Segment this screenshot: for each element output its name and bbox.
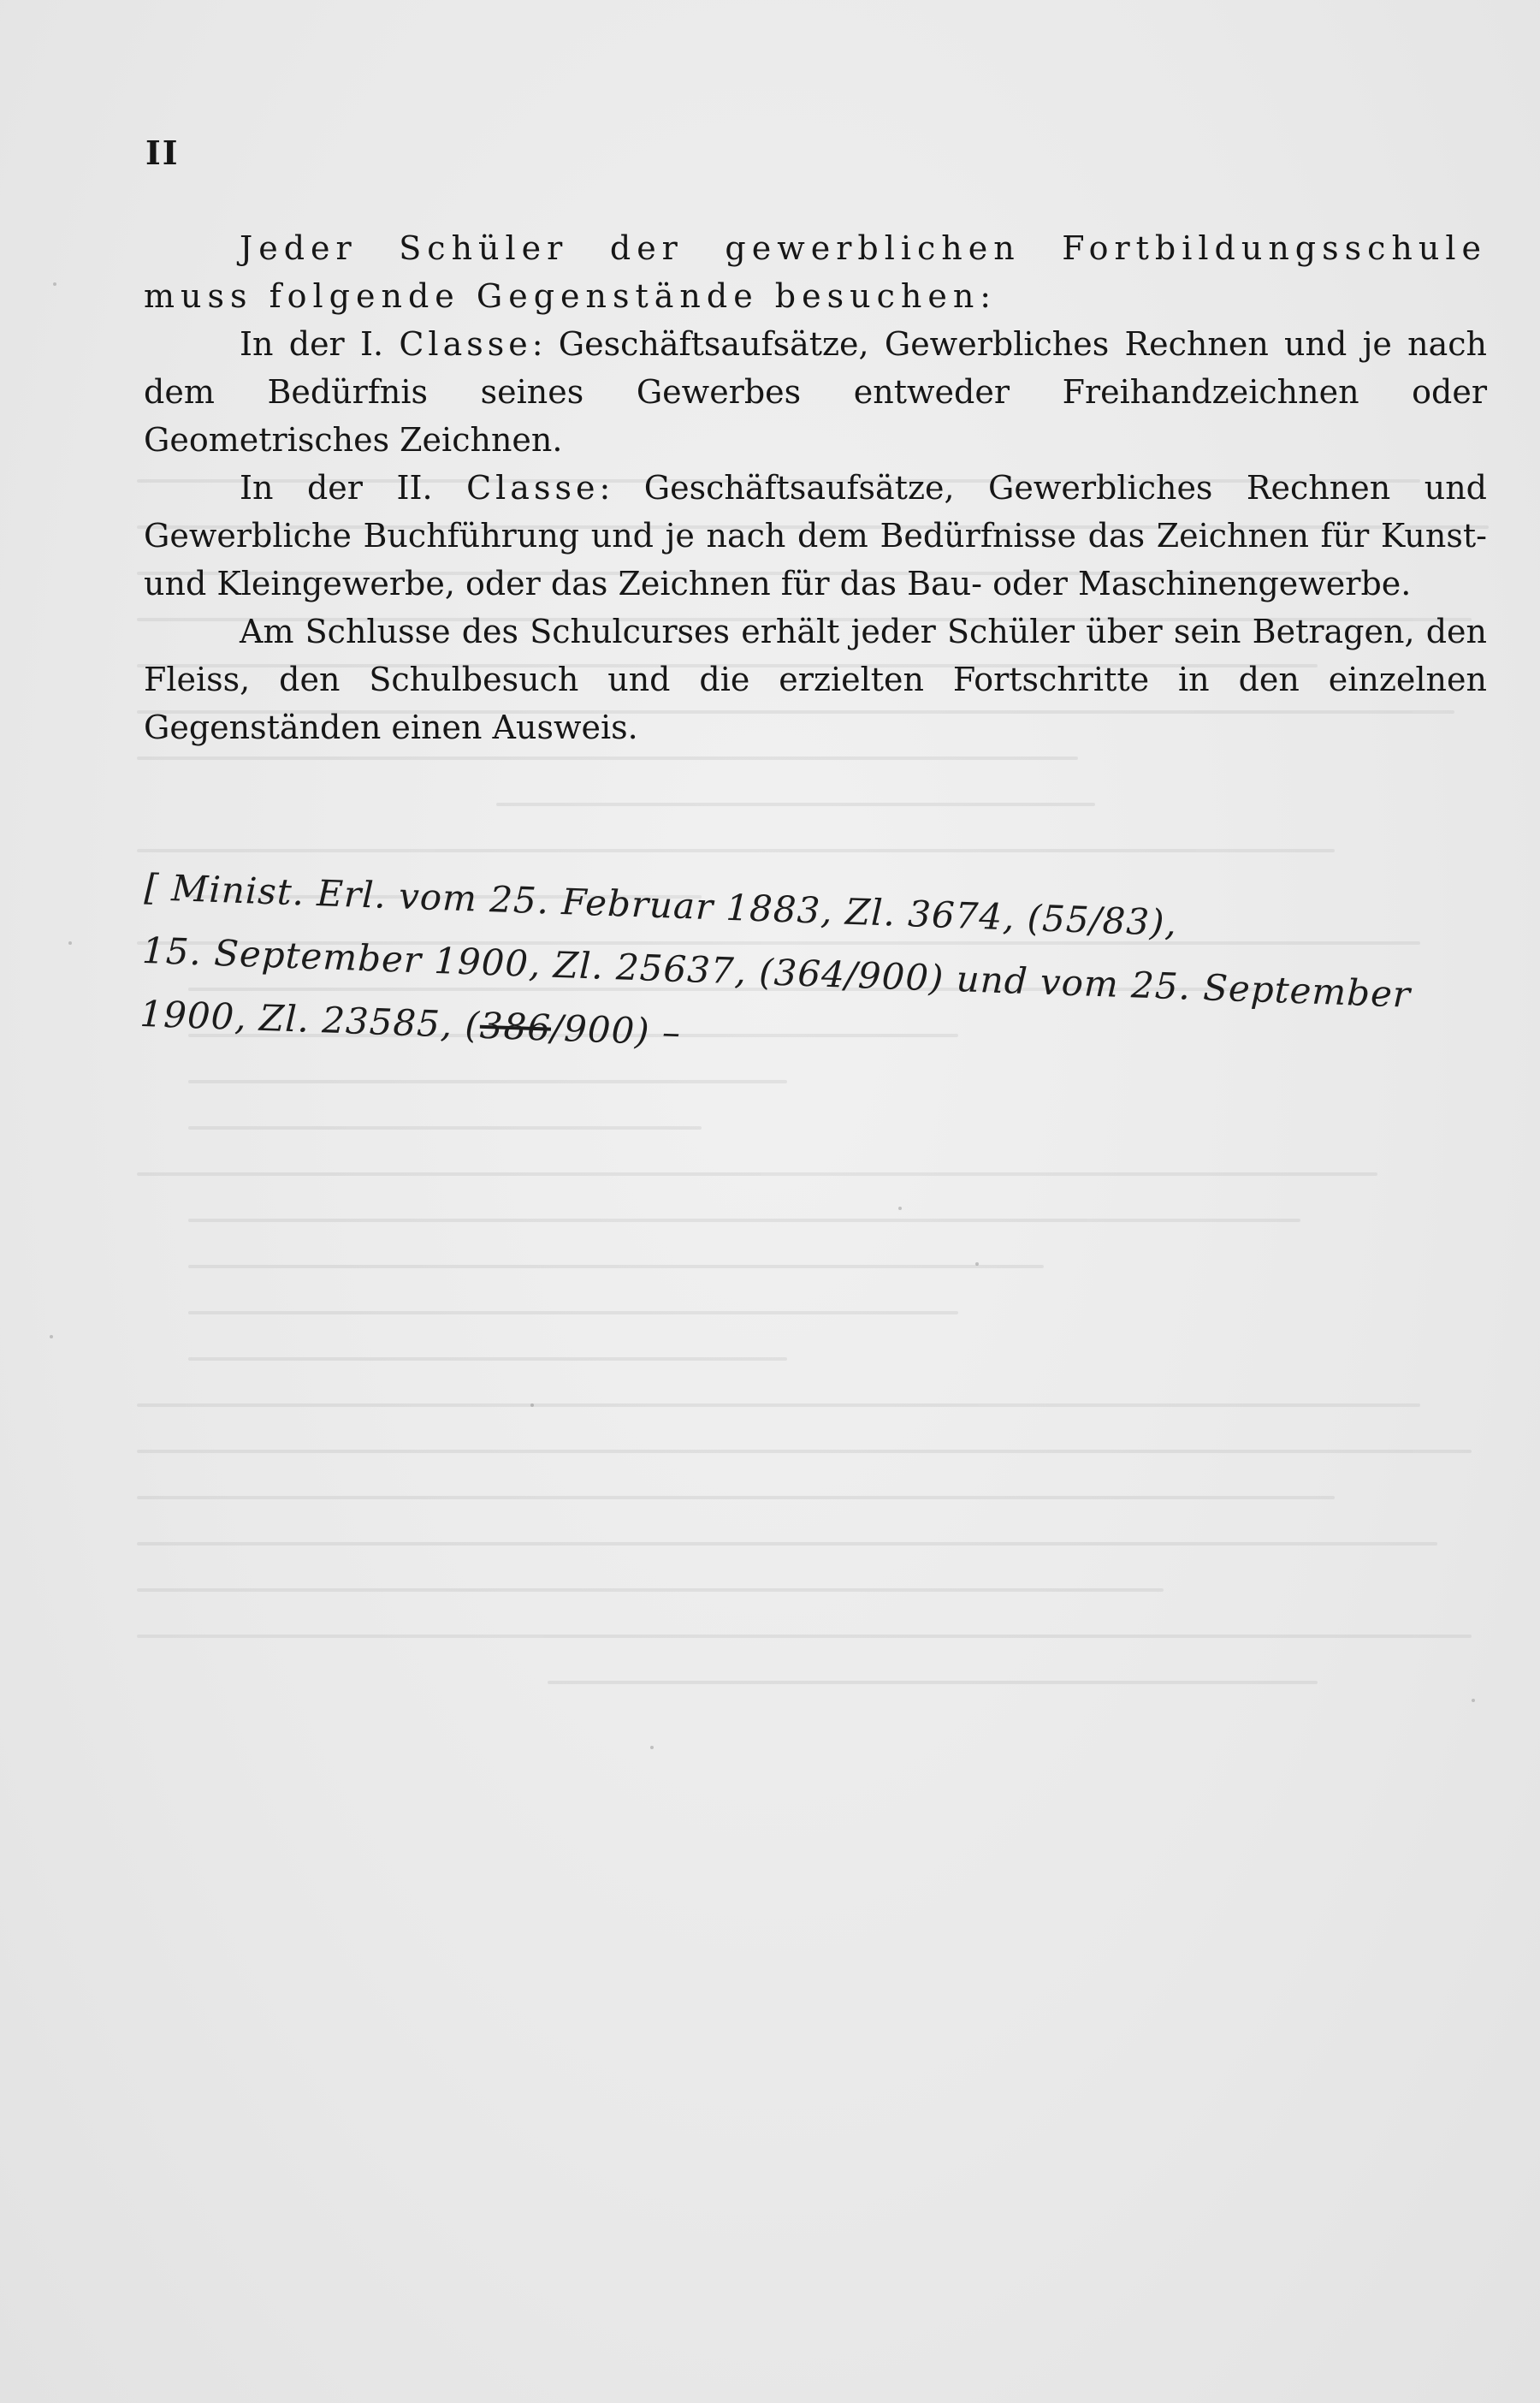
show-through-line [188, 1311, 958, 1314]
scan-speck [898, 1207, 902, 1210]
page-number: II [145, 134, 180, 172]
intro-line-2: muss folgende Gegenstände besuchen: [144, 277, 998, 315]
show-through-line [137, 1496, 1335, 1499]
show-through-line [137, 849, 1335, 852]
class-1-label: Classe [399, 325, 532, 363]
show-through-line [137, 1542, 1437, 1546]
certificate-text: Am Schlusse des Schulcurses erhält jeder Schüler über sein Betragen, den Fleiss, den Schulbesuch und die erzielten Fortschritte in den einzelnen Gegenständen einen Ausweis. [144, 613, 1487, 746]
scan-speck [1472, 1699, 1475, 1702]
body-text [144, 224, 1487, 751]
handwritten-annotation [139, 856, 1445, 1091]
handwritten-line-2-end: /900) – [550, 1006, 682, 1053]
handwritten-struck-number: 386 [479, 1004, 552, 1049]
show-through-line [137, 756, 1078, 760]
paragraph-class-2 [144, 464, 1487, 608]
show-through-line [137, 1172, 1377, 1176]
class-1-prefix: In der I. [240, 325, 400, 363]
paragraph-class-1 [144, 320, 1487, 464]
show-through-line [137, 1450, 1472, 1453]
scan-speck [68, 941, 72, 945]
show-through-line [496, 803, 1095, 806]
handwritten-line-2-text: 15. September 1900, Zl. 25637, (364/900) und vom 25. September 1900, Zl. 23585, ( [139, 929, 1412, 1047]
scan-speck [53, 282, 56, 286]
scan-speck [530, 1403, 534, 1407]
scan-speck [975, 1262, 979, 1266]
scan-speck [50, 1335, 53, 1338]
class-2-prefix: In der II. [240, 469, 467, 507]
class-1-text: : Geschäftsaufsätze, Gewerbliches Rechnen und je nach dem Bedürfnis seines Gewerbes entweder Freihandzeichnen oder Geometrisches Zeichnen. [144, 325, 1487, 459]
show-through-line [137, 1403, 1420, 1407]
intro-line-1: Jeder Schüler der gewerblichen Fortbildungsschule [240, 229, 1487, 267]
paragraph-certificate [144, 608, 1487, 751]
show-through-line [188, 1219, 1300, 1222]
show-through-line [188, 1265, 1044, 1268]
show-through-line [188, 1080, 787, 1083]
handwritten-line-1: [ Minist. Erl. vom 25. Februar 1883, Zl. 3674, (55/83), [143, 865, 1178, 945]
paragraph-intro [144, 224, 1487, 320]
class-2-text: : Geschäftsaufsätze, Gewerbliches Rechnen und Gewerbliche Buchführung und je nach dem Bedürfnisse das Zeichnen für Kunst- und Kleingewerbe, oder das Zeichnen für das Bau- oder Maschinengewerbe. [144, 469, 1487, 602]
show-through-line [137, 1635, 1472, 1638]
class-2-label: Classe [466, 469, 600, 507]
show-through-line [188, 1357, 787, 1361]
show-through-line [548, 1681, 1318, 1684]
show-through-line [137, 1588, 1164, 1592]
show-through-line [188, 1126, 702, 1130]
scan-speck [650, 1746, 654, 1749]
